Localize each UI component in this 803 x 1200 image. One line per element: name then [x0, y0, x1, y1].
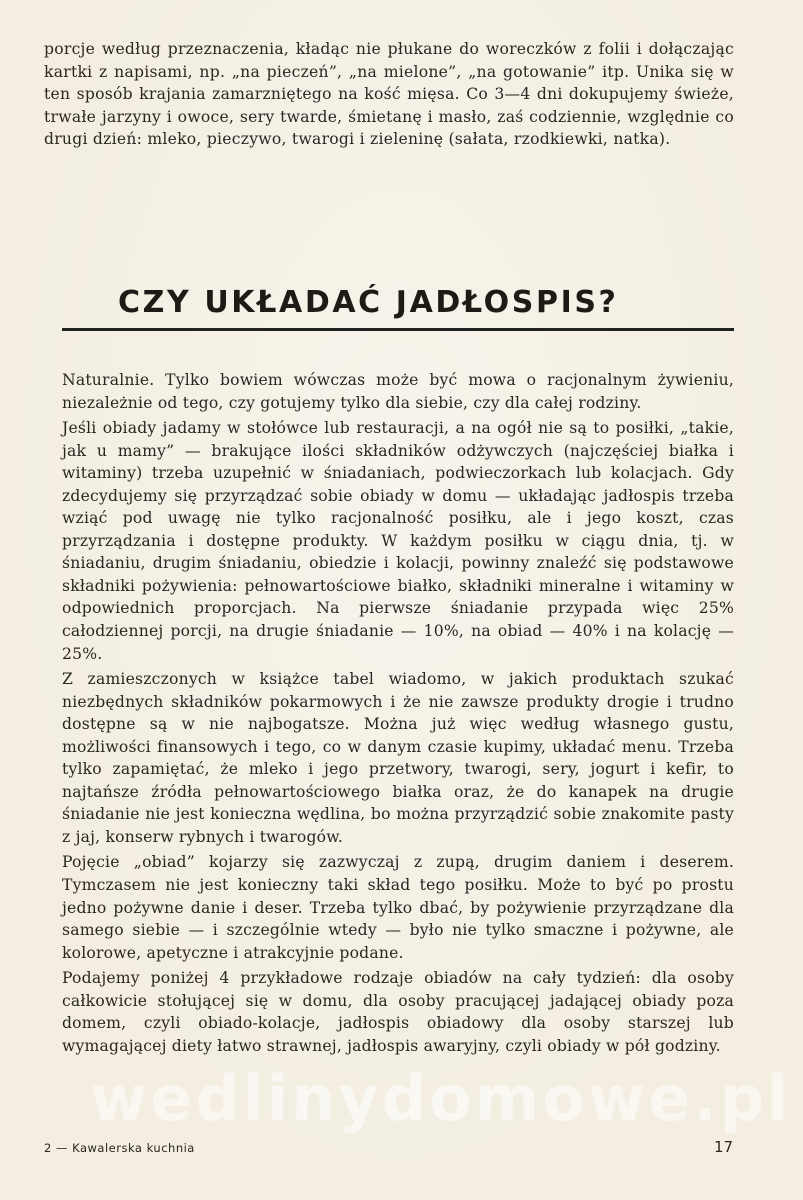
watermark: wedlinydomowe.pl	[90, 1062, 792, 1135]
section-body	[62, 369, 734, 1060]
paragraph-5: Podajemy poniżej 4 przykładowe rodzaje obiadów na cały tydzień: dla osoby całkowicie stołującej się w domu, dla osoby pracującej jadającej obiady poza domem, czyli obiado-kolacje, jadłospis obiadowy dla osoby starszej lub wymagającej diety łatwo strawnej, jadłospis awaryjny, czyli obiady w pół godziny.	[62, 969, 734, 1055]
section-heading: CZY UKŁADAĆ JADŁOSPIS?	[118, 285, 619, 320]
heading-underline	[62, 328, 734, 331]
paragraph-2: Jeśli obiady jadamy w stołówce lub restauracji, a na ogół nie są to posiłki, „takie, jak u mamy” — brakujące ilości składników odżywczych (najczęściej białka i witaminy) trzeba uzupełnić w śniadaniach, podwieczorkach lub kolacjach. Gdy zdecydujemy się przyrządzać sobie obiady w domu — układając jadłospis trzeba wziąć pod uwagę nie tylko racjonalność posiłku, ale i jego koszt, czas przyrządzania i dostępne produkty. W każdym posiłku w ciągu dnia, tj. w śniadaniu, drugim śniadaniu, obiedzie i kolacji, powinny znaleźć się podstawowe składniki pożywienia: pełnowartościowe białko, składniki mineralne i witaminy w odpowiednich proporcjach. Na pierwsze śniadanie przypada więc 25% całodziennej porcji, na drugie śniadanie — 10%, na obiad — 40% i na kolację — 25%.	[62, 419, 734, 663]
footer-signature: 2 — Kawalerska kuchnia	[44, 1141, 195, 1155]
paragraph-1: Naturalnie. Tylko bowiem wówczas może być mowa o racjonalnym żywieniu, niezależnie od tego, czy gotujemy tylko dla siebie, czy dla całej rodziny.	[62, 371, 734, 412]
paragraph-4: Pojęcie „obiad” kojarzy się zazwyczaj z zupą, drugim daniem i deserem. Tymczasem nie jest konieczny taki skład tego posiłku. Może to być po prostu jedno pożywne danie i deser. Trzeba tylko dbać, by pożywienie przyrządzane dla samego siebie — i szczególnie wtedy — było nie tylko smaczne i pożywne, ale kolorowe, apetyczne i atrakcyjnie podane.	[62, 853, 734, 962]
page-number: 17	[714, 1138, 734, 1156]
intro-paragraph: porcje według przeznaczenia, kładąc nie płukane do woreczków z folii i dołączając kartki z napisami, np. „na pieczeń”, „na mielone”, „na gotowanie” itp. Unika się w ten sposób krajania zamarzniętego na kość mięsa. Co 3—4 dni dokupujemy świeże, trwałe jarzyny i owoce, sery twarde, śmietanę i masło, zaś codziennie, względnie co drugi dzień: mleko, pieczywo, twarogi i zieleninę (sałata, rzodkiewki, natka).	[44, 40, 734, 148]
paragraph-3: Z zamieszczonych w książce tabel wiadomo, w jakich produktach szukać niezbędnych składników pokarmowych i że nie zawsze produkty drogie i trudno dostępne są w nie najbogatsze. Można już więc według własnego gustu, możliwości finansowych i tego, co w danym czasie kupimy, układać menu. Trzeba tylko zapamiętać, że mleko i jego przetwory, twarogi, sery, jogurt i kefir, to najtańsze źródła pełnowartościowego białka oraz, że do kanapek na drugie śniadanie nie jest konieczna wędlina, bo można przyrządzić sobie znakomite pasty z jaj, konserw rybnych i twarogów.	[62, 670, 734, 846]
